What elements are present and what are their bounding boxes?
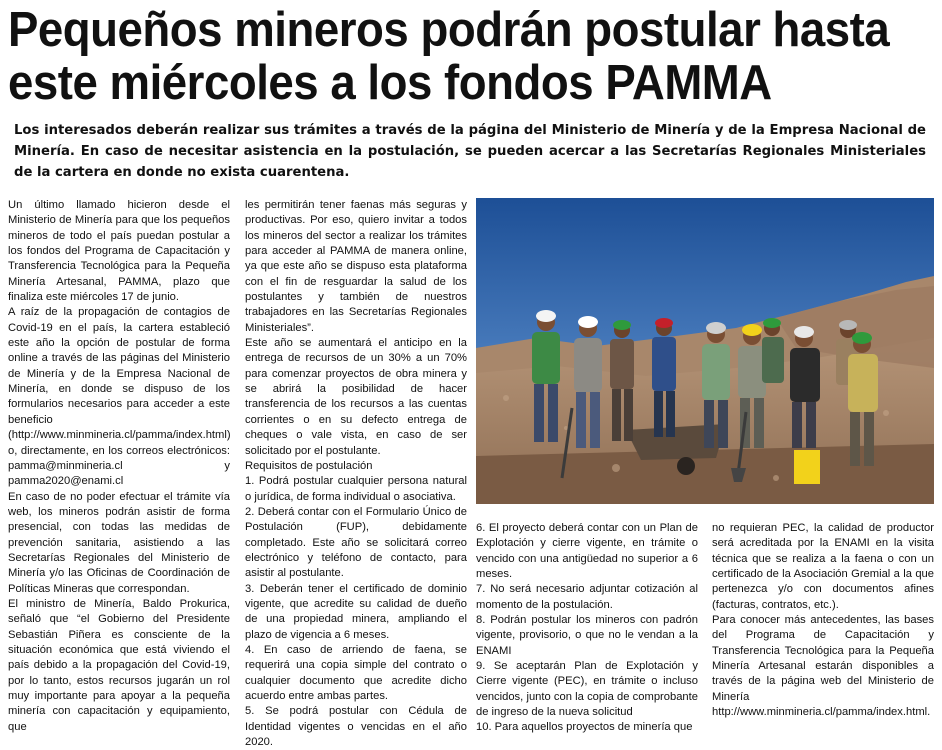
- miners-photo: [476, 198, 934, 504]
- requirement-item: 6. El proyecto deberá contar con un Plan de Explotación y cierre vigente, en trámite o vencido con una antigüedad no superior a 6 meses.: [476, 522, 698, 581]
- lead-paragraph: Los interesados deberán realizar sus trámites a través de la página del Ministerio de Minería y de la Empresa Nacional de Minería. En caso de necesitar asistencia en la postulación, se pueden acercar a las Secretarías Regionales Ministeriales de la cartera en donde no exista cuarentena.: [14, 123, 926, 180]
- paragraph: Un último llamado hicieron desde el Ministerio de Minería para que los pequeños mineros de todo el país puedan postular a los fondos del Programa de Capacitación y Transferencia Tecnológica para la Pequeña Minería Artesanal, PAMMA, plazo que finaliza este miércoles 17 de junio.: [8, 199, 230, 304]
- miners-photo-illustration: [476, 198, 934, 504]
- requirement-item: 3. Deberán tener el certificado de dominio vigente, que acredite su calidad de dueño de una propiedad minera, ampliando el plazo de vigencia a 6 meses.: [245, 582, 467, 641]
- requirement-item: 7. No será necesario adjuntar cotización al momento de la postulación.: [476, 583, 698, 611]
- requirement-item: 2. Deberá contar con el Formulario Único de Postulación (FUP), debidamente completado. Este año se solicitará correo electrónico y teléfono de contacto, para asistir al postulante.: [245, 505, 467, 580]
- paragraph: El ministro de Minería, Baldo Prokurica, señaló que “el Gobierno del Presidente Sebastián Piñera es consciente de la situación económica que está viviendo el país debido a la propagación del Covid-19, por lo tanto, estos recursos jugarán un rol muy importante para apoyar a la pequeña minería con capacitación y equipamiento, que: [8, 597, 230, 733]
- paragraph: no requieran PEC, la calidad de productor será acreditada por la ENAMI en la visita técnica que se realiza a la faena o con un certificado de la Asociación Gremial a la que pertenezca y/o con documentos afines (facturas, contratos, etc.).: [712, 522, 934, 611]
- subheading-requirements: Requisitos de postulación: [245, 459, 373, 472]
- paragraph: Para conocer más antecedentes, las bases del Programa de Capacitación y Transferencia Tecnológica para la Pequeña Minería Artesanal estarán disponibles a través de la página web del Ministerio de Minería http://www.minmineria.cl/pamma/index.html.: [712, 614, 934, 719]
- headline: [8, 3, 890, 110]
- paragraph: En caso de no poder efectuar el trámite vía web, los mineros podrán asistir de forma presencial, con todas las medidas de prevención sanitaria, asistiendo a las Secretarías Regionales del Ministerio de Minería y/o las Oficinas de Coordinación de Políticas Mineras que correspondan.: [8, 490, 230, 595]
- requirement-item: 9. Se aceptarán Plan de Explotación y Cierre vigente (PEC), en trámite o incluso vencidos, junto con la copia de comprobante de ingreso de la nueva solicitud: [476, 660, 698, 719]
- headline-line-2: este miércoles a los fondos PAMMA: [8, 56, 772, 110]
- body-column-4: [712, 521, 934, 736]
- body-column-3: [476, 521, 698, 736]
- requirement-item: 8. Podrán postular los mineros con padrón vigente, provisorio, o que no le vendan a la ENAMI: [476, 614, 698, 657]
- requirement-item: 10. Para aquellos proyectos de minería que: [476, 721, 693, 734]
- paragraph: Este año se aumentará el anticipo en la entrega de recursos de un 30% a un 70% para comenzar proyectos de obra minera y se abrirá la posibilidad de hacer transferencia de los recursos a las cuentas corrientes o en su defecto entrega de cheques o vale vista, en caso de ser solicitado por el postulante.: [245, 337, 467, 457]
- paragraph: A raíz de la propagación de contagios de Covid-19 en el país, la cartera estableció este año la opción de postular de forma online a través de las páginas del Ministerio de Minería y de la Empresa Nacional de Minería, en donde se dispuso de los formularios necesarios para acceder a este beneficio (http://www.minmineria.cl/pamma/index.html) o, directamente, en los correos electrónicos: pamma@minmineria.cl y pamma2020@enami.cl: [8, 306, 231, 488]
- body-column-2: [245, 198, 467, 749]
- headline-line-1: Pequeños mineros podrán postular hasta: [8, 3, 890, 57]
- requirement-item: 4. En caso de arriendo de faena, se requerirá una copia simple del contrato o cualquier documento que acredite dicho acuerdo entre ambas partes.: [245, 643, 467, 702]
- paragraph: les permitirán tener faenas más seguras y productivas. Por eso, quiero invitar a todos los mineros del sector a realizar los trámites para acceder al PAMMA de manera online, ya que este año se dispuso esta plataforma con el fin de resguardar la salud de los postulantes y también de nuestros trabajadores en las Secretarías Regionales Ministeriales”.: [245, 199, 467, 334]
- requirement-item: 1. Podrá postular cualquier persona natural o jurídica, de forma individual o asociativa.: [245, 475, 467, 503]
- requirement-item: 5. Se podrá postular con Cédula de Identidad vigentes o vencidas en el año 2020.: [245, 705, 467, 749]
- body-column-1: [8, 198, 230, 736]
